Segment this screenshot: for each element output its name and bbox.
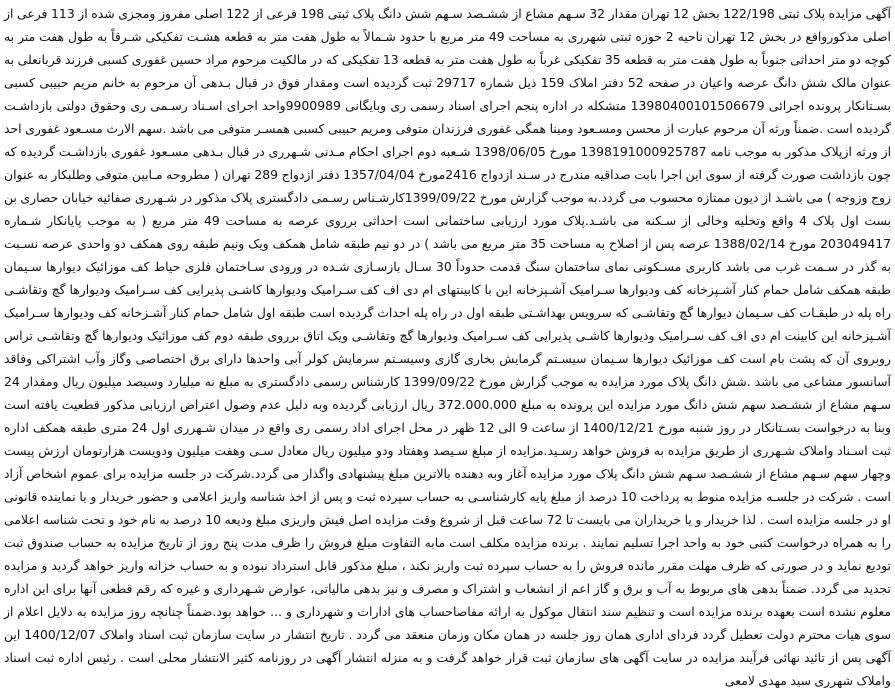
notice-body: آگهی مزایده پلاک ثبتی 122/198 بخش 12 تهران مقدار 32 سـهم مشاع از ششـصد سـهم شش دانگ پلاک ثبتی 198 فرعی از 122 اصلی مفروز ومجزی شده از 113 فرعی از اصلی مذکوروافع در بخش 12 تهران ناحیه 2 حوزه ثبتی شهرری به مساحت 49 متر مربع با حدود شـمالاً به طول هفت متر به قطعه هشـت تفکیکی شـرقاً به طول هفت متر به کوچه دو متر احداثی جنوباً به طول هفت متر به قطعه 35 تفکیکی غرباً به طول هفت متر به قطعه 13 تفکیکی که در مالکیت مرحوم مراد حسین غفوری کسبی فرزند قربانعلی به عنوان مالک شش دانگ عرصه واعیان در صفحه 52 دفتر املاک 159 ذیل شماره 29717 ثبت گردیده است ومقدار فوق در قبال بـدهی آن مرحوم به خانم مریم حبیبی کسبی بسـتانکار پرونده اجرائی 13980400101506679 متشکله در اداره پنجم اجرای اسناد رسمی ری وبایگانی 9900989واحد اجرای اسـناد رسـمی ری وحقوق دولتی بازداشـت گردیده است .ضمناً ورثه آن مرحوم عبارت از محسن ومسـعود ومینا همگی غفوری فرزندان متوفی ومریم حبیبی کسبی همسـر متوفی می باشد .سهم الارث مسـعود غفوری احد از ورثه ازپلاک مذکور به موجب نامه 139819100092578​7 مورخ 1398/06/05 شـعبه دوم اجرای احکام مـدنی شـهرری در قبال بـدهی مسـعود غفوری بازداشـت گردیده که چون بازداشت صورت گرفته از سوی این اجرا بابت صداقیه مندرج در سـند ازدواج 2416مورخ 1357/04/04 دفتر ازدواج 289 تهران ( مطروحه مـابین متوفی وطلبکار به عنوان زوج وزوجه ) می باشـد از دیون ممتازه محسوب می گردد.به موجب گزارش مورخ 1399/09/22کارشـناس رسـمی دادگستری پلاک مذکور در شـهرری صفائیه خیابان حصاری بن بست اول پلاک 4 واقع وتخلیه وخالی از سـکنه می باشـد.پلاک مورد ارزیابی ساختمانی است احداثی برروی عرصه به مساحت 49 متر مربع ( به موجب پایانکار شـماره 203049417 مورخ 1388/02/14 عرصه پس از اصلاح به مساحت 35 متر مربع می باشد ) در دو نیم طبقه شامل همکف ویک ونیم طبقه روی همکف دو واحدی عرصه نسـبت به گذر در سـمت غرب می باشد کاربری مسـکونی نمای ساختمان سنگ قدمت حدوداً 30 سـال بازسـازی شـده در ورودی سـاختمان فلزی حیاط کف موزائیک دیوارها سـیمان طبقه همکف شامل حمام کنار آشـپزخانه کف ودیوارها سـرامیک آشـپزخانه این با کابینتهای ام دی اف کف سـرامیک ودیوارها کاشـی پذیرایی کف سـرامیک ودیوارها گچ وتقاشـی راه پله در طبقـات کف سـیمان دیوارها گچ وتقاشـی که سرویس بهداشـتی طبقه اول در راه پله احداث گردیده است طبقه اول شامل حمام کنار آشـزخانه کف ودیوارها سـرامیک آشـپزخانه این کابینت ام دی اف کف سـرامیک ودیوارها کاشـی پذیرایی کف سـرامیک ودیوارها گچ وتقاشـی ویک اتاق برروی طبقه دوم کف موزائیک ودیوارها گچ وتقاشـی تراس روبروی آن که پشت بام است کف موزائیک دیوارها سـیمان سیسـتم گرمایش بخاری گازی وسیسـتم سرمایش کولر آبی واحدها دارای برق اختصاصی وگاز وآب اشتراکی وفاقد آسانسور مشاعی می باشد .شش دانگ پلاک مورد مزایده به موجب گزارش مورخ 1399/09/22 کارشناس رسمی دادگستری به مبلغ نه میلیارد وسیصد میلیون ریال ومقدار 24 سـهم مشاع از ششـصد سهم شش دانگ مورد مزایده این پرونده به مبلغ 372.000.000 ریال ارزیابی گردیده وبه دلیل عدم وصول اعتراض ارزیابی مذکور قطعیت یافته است وبنا به درخواست بسـتانکار در روز شنبه مورخ 1400/12/21 از ساعت 9 الی 12 ظهر در محل اجرای اداد رسمی ری واقع در میدان شـهرری اول 24 متری طبقه همکف اداره ثبت اسـناد واملاک شـهرری از طریق مزایده به فروش خواهد رسـید.مزایده از مبلغ سـیصد وهفتاد ودو میلیون ریال معادل سـی وهفت میلیون ودویست هزارتومان ارزش پیست وچهار سهم سـهم مشاع از ششـصد سـهم شش دانگ پلاک مورد مزایده آغاز وبه دهنده بالاترین مبلغ پیشنهادی واگذار می گردد.شرکت در جلسه مزایده برای عموم اشخاص آزاد است . شرکت در جلسـه مزایده منوط به پرداخت 10 درصد از مبلغ پایه کارشناسـی به حساب سپرده ثبت و پس از اخذ شناسه واریز اعلامی و حضور خریدار و یا نماینده قانونی او در جلسه مزایده است . لذا خریدار و یا خریداران می بایست تا 72 ساعت قبل از شروع وقت مزایده اصل فیش واریزی مبلغ ودیعه 10 درصد به نام خود و تحت شناسه اعلامی را به همراه درخواست کتبی خود به واحد اجرا تسلیم نمایند . برنده مزایده مکلف است مابه التفاوت مبلغ فروش را ظرف مدت پنج روز از تاریخ مزایده به حساب صندوق ثبت تودیع نماید و در صورتی که ظرف مهلت مقرر مانده فروش را به حساب سپرده ثبت واریز نکند ، مبلغ مذکور قابل استرداد نبوده و به حساب خزانه واریز خواهد گردید و مزایده تجدید می گردد. ضمناً بدهی های مربوط به آب و برق و گاز اعم از انشعاب و اشتراک و مصرف و نیز بدهی مالیاتی، عوارض شـهرداری و غیره که رقم قطعی آنها برای این اداره معلوم نشده است بعهده برنده مزایده است و تنظیم سند انتقال موکول به ارائه مفاصاحساب های ادارات و شهرداری و ... خواهد بود.ضمناً چنانچه روز مزایده به دلایل اعلام از سوی هیات محترم دولت تعطیل گردد فردای اداری همان روز جلسه در همان مکان وزمان منعقد می گردد . تاریخ انتشار در سایت سازمان ثبت اسناد واملاک 1400/12/07 این آگهی پس از تائید نهائی فرآیند مزایده در سایت آگهی های سازمان ثبت قرار خواهد گرفت و به منزله انتشار آگهی در روزنامه کثیر الانتشار محلی است . رئیس اداره ثبت اسناد واملاک شهرری سید مهدی لامعی	[4, 6, 892, 688]
auction-notice	[4, 2, 892, 688]
